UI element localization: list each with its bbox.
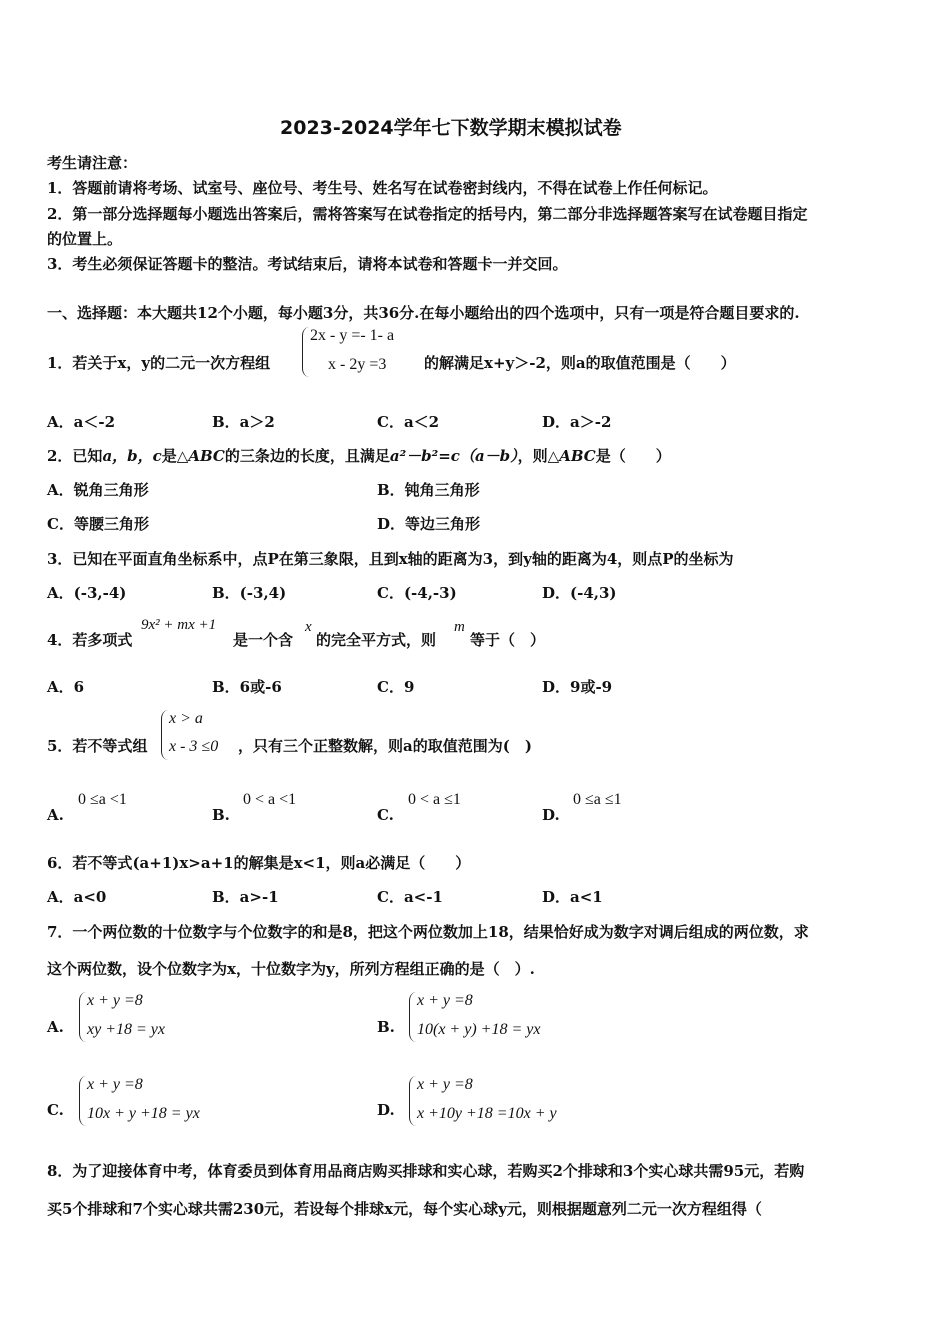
q8-stem-line1: 8．为了迎接体育中考，体育委员到体育用品商店购买排球和实心球，若购买2个排球和3个实心球共需95元，若购 — [47, 1162, 805, 1180]
q5-option-c-label: C. — [377, 806, 394, 824]
q4-stem-post: 等于（ ） — [470, 631, 546, 649]
q6-option-d: D．a<1 — [542, 888, 603, 906]
q6-option-c: C．a<-1 — [377, 888, 443, 906]
q5-option-b-value: 0 < a <1 — [243, 791, 297, 808]
notice-heading: 考生请注意： — [47, 154, 138, 172]
q7-option-a-label: A. — [47, 1018, 64, 1036]
q4-var-x: x — [305, 619, 312, 635]
notice-item: 的位置上。 — [47, 230, 123, 248]
q7-option-b-eq2: 10(x + y) +18 = yx — [417, 1021, 541, 1038]
q3-option-a: A．(-3,-4) — [47, 584, 127, 602]
q3-option-b: B．(-3,4) — [212, 584, 287, 602]
q3-stem: 3．已知在平面直角坐标系中，点P在第三象限，且到x轴的距离为3，到y轴的距离为4，则点P的坐标为 — [47, 550, 734, 568]
q2-stem-expr: a²－b²=c（a－b） — [389, 447, 518, 465]
q1-stem-post: 的解满足x+y＞-2，则a的取值范围是（ ） — [424, 354, 736, 372]
q7-option-c-brace — [79, 1076, 86, 1126]
q7-stem-line2: 这个两位数，设个位数字为x，十位数字为y，所列方程组正确的是（ ）. — [47, 960, 535, 978]
q2-stem-vars: a，b，c — [102, 447, 162, 465]
q2-stem-c: 的三条边的长度，且满足 — [224, 447, 390, 465]
q7-option-c-eq1: x + y =8 — [87, 1076, 143, 1093]
q1-option-c: C．a＜2 — [377, 413, 440, 431]
q7-option-b-label: B. — [377, 1018, 395, 1036]
q1-stem-pre: 1．若关于x，y的二元一次方程组 — [47, 354, 271, 372]
q7-option-d-eq2: x +10y +18 =10x + y — [417, 1105, 557, 1122]
q4-stem-pre: 4．若多项式 — [47, 631, 133, 649]
q2-stem — [47, 445, 671, 466]
q2-stem-e: 是（ ） — [595, 447, 671, 465]
q4-option-b: B．6或-6 — [212, 678, 282, 696]
q4-polynomial: 9x² + mx +1 — [141, 617, 217, 633]
q1-equation-2: x - 2y =3 — [328, 356, 387, 373]
q2-option-b: B．钝角三角形 — [377, 481, 480, 499]
q2-option-d: D．等边三角形 — [377, 515, 481, 533]
q5-option-b-label: B. — [212, 806, 230, 824]
q5-option-a-value: 0 ≤a <1 — [78, 791, 127, 808]
q2-stem-b: 是△ — [161, 447, 189, 465]
q5-option-d-label: D. — [542, 806, 560, 824]
q6-option-b: B．a>-1 — [212, 888, 279, 906]
q6-option-a: A．a<0 — [47, 888, 107, 906]
q6-stem: 6．若不等式(a+1)x>a+1的解集是x<1，则a必满足（ ） — [47, 854, 471, 872]
q5-option-c-value: 0 < a ≤1 — [408, 791, 461, 808]
q8-stem-line2: 买5个排球和7个实心球共需230元，若设每个排球x元，每个实心球y元，则根据题意列二元一次方程组得（ — [47, 1200, 762, 1218]
section-heading: 一、选择题：本大题共12个小题，每小题3分，共36分.在每小题给出的四个选项中，只有一项是符合题目要求的. — [47, 304, 800, 322]
q7-option-d-label: D. — [377, 1101, 395, 1119]
q4-stem-mid2: 的完全平方式，则 — [316, 631, 437, 649]
q5-inequality-2: x - 3 ≤0 — [169, 738, 219, 755]
q4-option-c: C．9 — [377, 678, 415, 696]
q1-equation-1: 2x - y =- 1- a — [310, 327, 395, 344]
page-title: 2023-2024学年七下数学期末模拟试卷 — [280, 117, 622, 139]
q5-inequality-1: x > a — [169, 710, 203, 727]
q7-option-a-brace — [79, 992, 86, 1042]
notice-item: 2．第一部分选择题每小题选出答案后，需将答案写在试卷指定的括号内，第二部分非选择题答案写在试卷题目指定 — [47, 205, 808, 223]
q7-stem-line1: 7．一个两位数的十位数字与个位数字的和是8，把这个两位数加上18，结果恰好成为数字对调后组成的两位数，求 — [47, 923, 809, 941]
q7-option-a-eq2: xy +18 = yx — [87, 1021, 165, 1038]
q7-option-c-label: C. — [47, 1101, 64, 1119]
q1-option-a: A．a＜-2 — [47, 413, 116, 431]
q7-option-c-eq2: 10x + y +18 = yx — [87, 1105, 200, 1122]
q7-option-a-eq1: x + y =8 — [87, 992, 143, 1009]
q1-option-b: B．a＞2 — [212, 413, 275, 431]
q2-option-a: A．锐角三角形 — [47, 481, 149, 499]
q5-option-a-label: A. — [47, 806, 64, 824]
q4-var-m: m — [454, 619, 465, 635]
q5-option-d-value: 0 ≤a ≤1 — [573, 791, 622, 808]
q7-option-d-brace — [409, 1076, 416, 1126]
q2-stem-a: 2．已知 — [47, 447, 103, 465]
q3-option-d: D．(-4,3) — [542, 584, 617, 602]
q7-option-d-eq1: x + y =8 — [417, 1076, 473, 1093]
q1-option-d: D．a＞-2 — [542, 413, 612, 431]
q1-system-brace — [302, 327, 309, 377]
q2-stem-abc: ABC — [188, 447, 225, 465]
notice-item: 1．答题前请将考场、试室号、座位号、考生号、姓名写在试卷密封线内，不得在试卷上作任何标记。 — [47, 179, 718, 197]
q4-option-a: A．6 — [47, 678, 85, 696]
q5-system-brace — [161, 710, 168, 760]
q5-stem-post: ，只有三个正整数解，则a的取值范围为( ) — [238, 737, 532, 755]
q4-option-d: D．9或-9 — [542, 678, 613, 696]
q3-option-c: C．(-4,-3) — [377, 584, 457, 602]
q7-option-b-brace — [409, 992, 416, 1042]
q4-stem-mid: 是一个含 — [233, 631, 294, 649]
q7-option-b-eq1: x + y =8 — [417, 992, 473, 1009]
notice-item: 3．考生必须保证答题卡的整洁。考试结束后，请将本试卷和答题卡一并交回。 — [47, 255, 568, 273]
q2-option-c: C．等腰三角形 — [47, 515, 149, 533]
q2-stem-abc-2: ABC — [559, 447, 596, 465]
q5-stem-pre: 5．若不等式组 — [47, 737, 148, 755]
q2-stem-d: ，则△ — [517, 447, 560, 465]
